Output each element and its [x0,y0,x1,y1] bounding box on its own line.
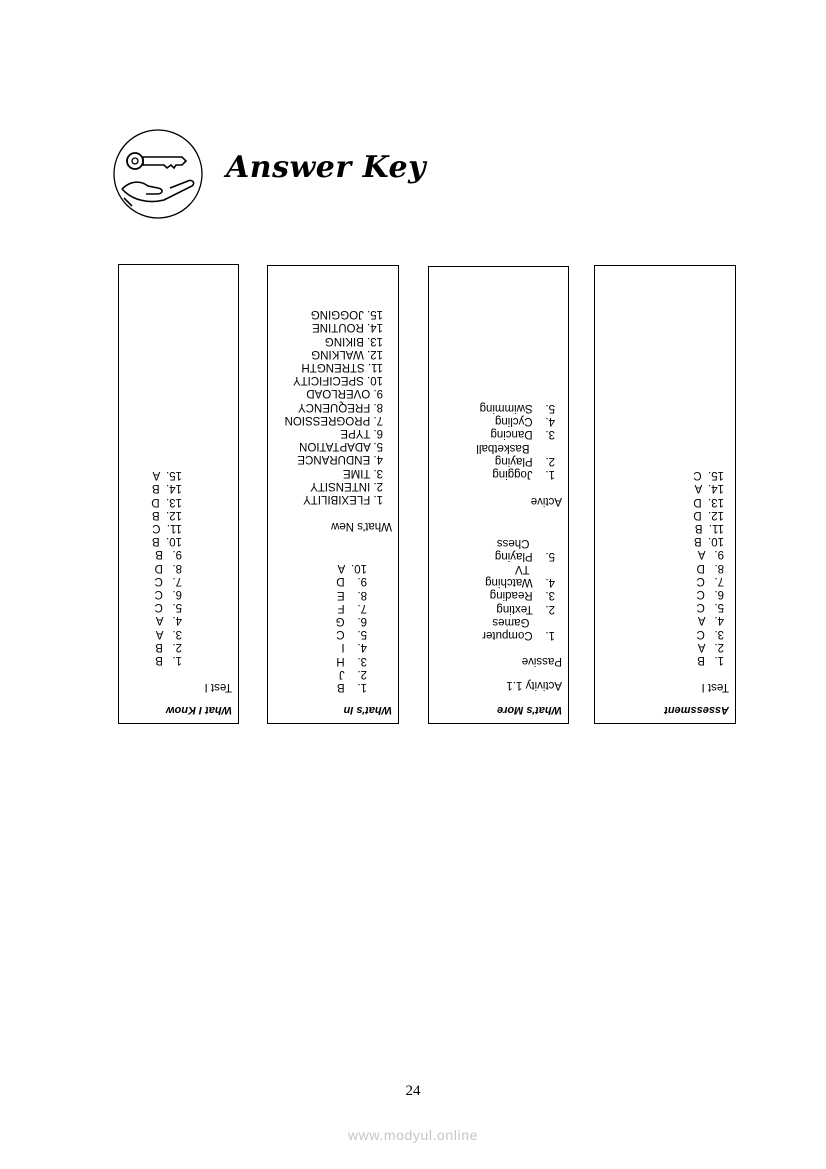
list-item: 7. C [696,574,724,587]
list-item: 11. C [152,521,182,534]
list-item: 3. C [696,627,724,640]
activity-label: Activity 1.1 [506,679,562,691]
list-item: 4. A [697,614,724,627]
list-item: 6. C [696,587,724,600]
list-item: 14. A [694,482,724,495]
list-item: 6. G [335,614,367,627]
what-i-know-test-label: Test I [204,681,232,693]
list-item: 9. A [697,548,724,561]
list-item: 9. B [155,548,182,561]
list-item: 8. FREQUENCY [298,400,383,413]
list-item: 2. Texting [496,602,555,615]
list-item: Basketball [476,441,555,454]
key-in-hand-icon [112,128,204,220]
list-item: 11. B [694,521,724,534]
list-item: 14. B [151,482,182,495]
list-item: 9. OVERLOAD [306,387,383,400]
list-item: 5. C [336,628,367,641]
list-item: 15. JOGGING [310,308,383,321]
list-item: 6. C [154,587,182,600]
passive-heading: Passive [521,655,562,667]
list-item: 1. FLEXIBILITY [303,493,383,505]
list-item: 9. D [336,575,367,588]
list-item: 3. TIME [342,466,383,479]
list-item: 12. D [693,508,724,521]
list-item: Chess [496,536,555,549]
list-item: 8. D [696,561,724,574]
list-item: 2. Playing [494,454,555,467]
list-item: 4. Cycling [494,415,555,428]
list-item: 3. A [155,627,182,640]
assessment-panel [594,265,736,724]
list-item: 6. TYPE [340,426,383,439]
list-item: 2. B [155,640,182,653]
active-list [476,401,555,480]
what-i-know-panel [118,264,239,724]
list-item: 8. E [336,588,367,601]
list-item: TV [514,562,555,575]
page-title: Answer Key [226,150,427,185]
list-item: 1. Computer [482,629,555,641]
list-item: 13. D [151,495,182,508]
list-item: 10. SPECIFICITY [292,374,383,387]
whats-in-panel [267,265,399,724]
whats-new-list [285,307,383,505]
list-item: 14. ROUTINE [312,321,383,334]
footer-watermark: www.modyul.online [347,1127,479,1143]
assessment-heading: Assessment [664,704,729,716]
list-item: 1. B [336,681,367,693]
whats-new-heading: What's New [331,520,392,532]
assessment-test-label: Test I [701,681,729,693]
list-item: 10. A [337,562,367,575]
list-item: 7. PROGRESSION [284,413,383,426]
list-item: 15. C [693,469,724,482]
list-item: 4. A [155,614,182,627]
active-heading: Active [530,495,562,507]
list-item: 10. B [693,535,724,548]
assessment-list [693,468,724,666]
list-item: 2. J [338,667,367,680]
list-item: 4. Watching [485,576,555,589]
list-item: 1. B [697,654,724,666]
list-item: 1. Jogging [492,468,555,480]
list-item: 12. B [151,508,182,521]
list-item: 2. A [697,640,724,653]
list-item: 5. C [154,601,182,614]
list-item: 13. BIKING [324,334,383,347]
list-item: 1. B [155,654,182,666]
list-item: 12. WALKING [311,347,383,360]
what-i-know-heading: What I Know [166,704,232,716]
list-item: 11. STRENGTH [301,360,383,373]
list-item: 2. INTENSITY [310,479,383,492]
whats-in-heading: What's In [343,704,392,716]
list-item: Games [492,615,555,628]
list-item: 10. B [151,535,182,548]
what-i-know-list [151,468,182,666]
whats-more-panel [428,266,569,724]
list-item: 3. Dancing [490,428,555,441]
whats-in-list [336,561,367,693]
list-item: 13. D [693,495,724,508]
list-item: 5. ADAPTATION [299,440,383,453]
list-item: 7. C [154,574,182,587]
list-item: 5. Playing [494,549,555,562]
list-item: 15. A [152,469,182,482]
passive-list [482,535,555,641]
list-item: 7. F [337,601,367,614]
list-item: 4. ENDURANCE [297,453,383,466]
page-number: 24 [405,1083,421,1099]
list-item: 5. Swimming [479,401,555,414]
whats-more-heading: What's More [497,704,562,716]
list-item: 4. I [341,641,367,654]
list-item: 3. H [336,654,367,667]
list-item: 8. D [154,561,182,574]
list-item: 3. Reading [489,589,555,602]
list-item: 5. C [696,601,724,614]
